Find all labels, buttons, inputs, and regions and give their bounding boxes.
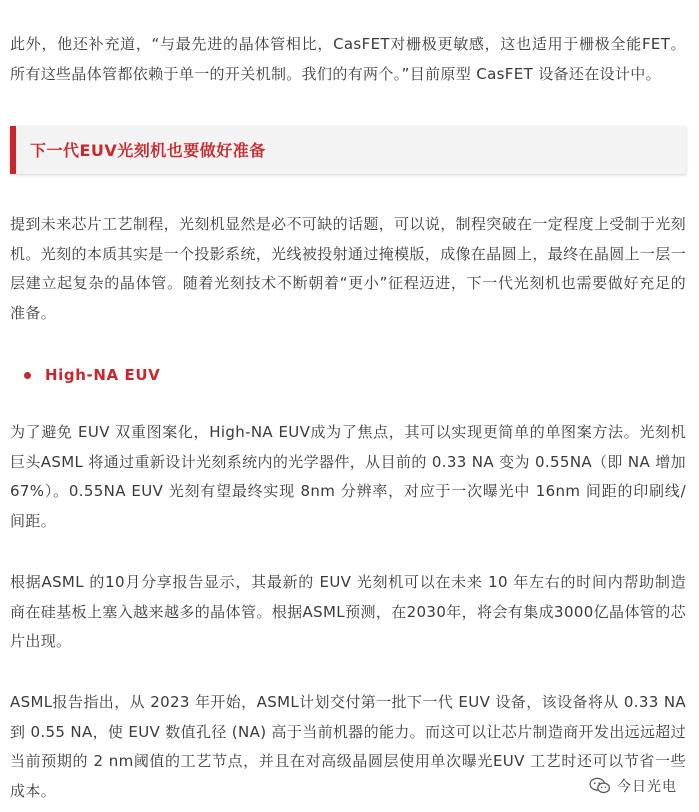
watermark bbox=[579, 772, 687, 800]
paragraph-high-na: 为了避免 EUV 双重图案化，High-NA EUV成为了焦点，其可以实现更简单的单图案方法。光刻机巨头ASML 将通过重新设计光刻系统内的光学器件，从目前的 0.33 NA 变为 0.55NA（即 NA 增加 67%）。0.55NA EUV 光刻有望最终实现 8nm 分辨率，对应于一次曝光中 16nm 间距的印刷线/间距。 bbox=[10, 423, 686, 530]
section-heading: 下一代EUV光刻机也要做好准备 bbox=[30, 141, 266, 160]
section-heading-box bbox=[10, 126, 686, 174]
paragraph-asml-delivery: ASML报告指出，从 2023 年开始，ASML计划交付第一批下一代 EUV 设备，该设备将从 0.33 NA 到 0.55 NA，使 EUV 数值孔径 (NA) 高于当前机器的能力。而这可以让芯片制造商开发出远远超过当前预期的 2 nm阈值的工艺节点，并且在对高级晶圆层使用单次曝光EUV 工艺时还可以节省一些成本。 bbox=[10, 693, 686, 800]
bullet-heading-row bbox=[24, 362, 160, 388]
watermark-label: 今日光电 bbox=[617, 779, 677, 795]
paragraph-casfet: 此外，他还补充道，“与最先进的晶体管相比，CasFET对栅极更敏感，这也适用于栅极全能FET。所有这些晶体管都依赖于单一的开关机制。我们的有两个。”目前原型 CasFET 设备还在设计中。 bbox=[10, 35, 686, 83]
wechat-icon bbox=[589, 777, 611, 795]
bullet-dot-icon bbox=[24, 372, 31, 379]
paragraph-lithography-intro: 提到未来芯片工艺制程，光刻机显然是必不可缺的话题，可以说，制程突破在一定程度上受制于光刻机。光刻的本质其实是一个投影系统，光线被投射通过掩模版，成像在晶圆上，最终在晶圆上一层一层建立起复杂的晶体管。随着光刻技术不断朝着“更小”征程迈进，下一代光刻机也需要做好充足的准备。 bbox=[10, 215, 686, 322]
bullet-heading: High-NA EUV bbox=[45, 366, 161, 384]
paragraph-asml-report: 根据ASML 的10月分享报告显示，其最新的 EUV 光刻机可以在未来 10 年左右的时间内帮助制造商在硅基板上塞入越来越多的晶体管。根据ASML预测，在2030年，将会有集成3000亿晶体管的芯片出现。 bbox=[10, 573, 686, 650]
